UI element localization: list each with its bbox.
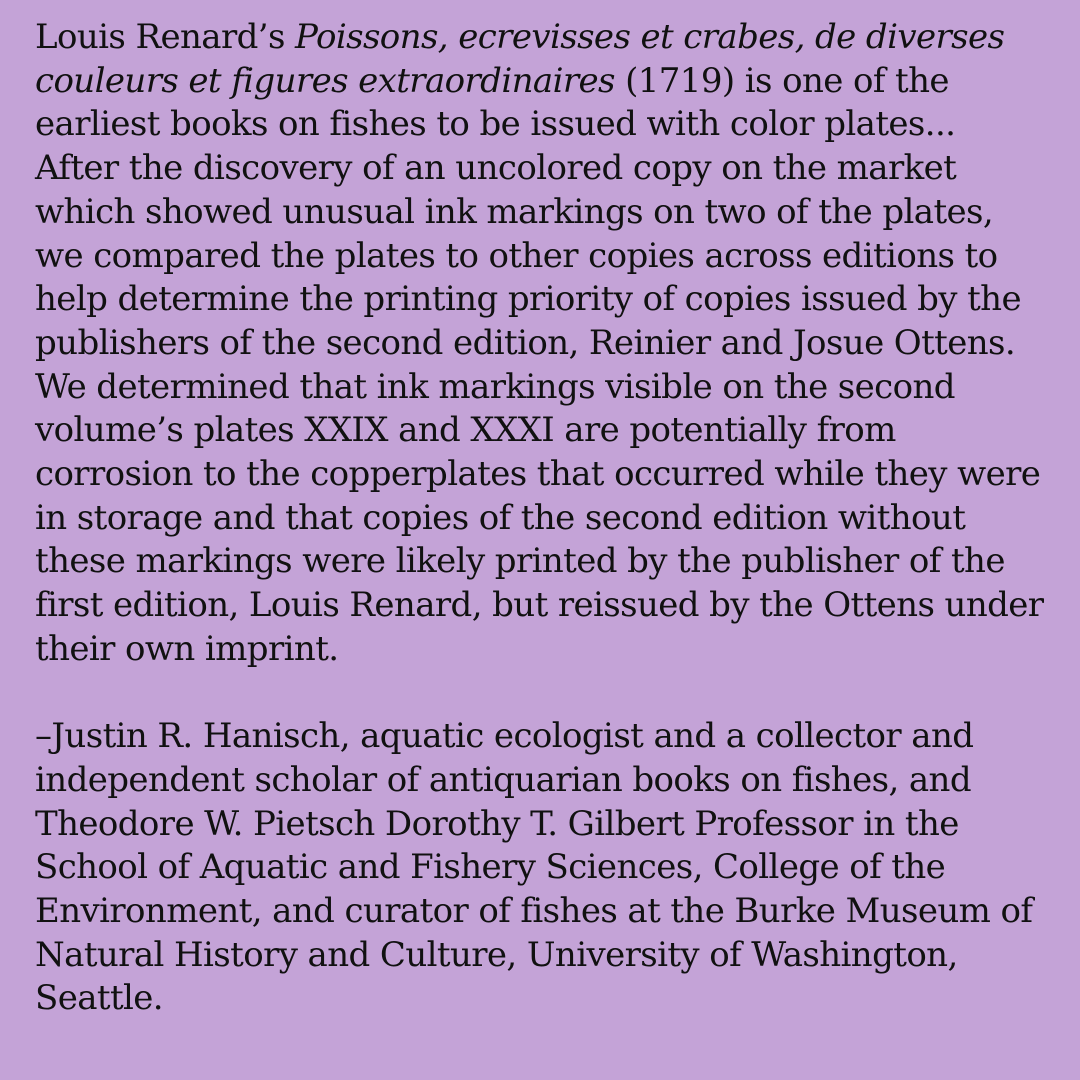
book-title: Poissons, ecrevisses et crabes, de diverses couleurs et figures extraordinaires — [35, 17, 1005, 101]
abstract-lead: Louis Renard’s — [35, 17, 296, 57]
abstract-body: (1719) is one of the earliest books on fishes to be issued with color plates... After the discovery of an uncolored copy on the market which showed unusual ink markings on two of the plates, we compared the plates to other copies across editions to help determine the printing priority of copies issued by the publishers of the second edition, Reinier and Josue Ottens. We determined that ink markings visible on the second volume’s plates XXIX and XXXI are potentially from corrosion to the copperplates that occurred while they were in storage and that copies of the second edition without these markings were likely printed by the publisher of the first edition, Louis Renard, but reissued by the Ottens under their own imprint. — [35, 60, 1044, 669]
attribution-paragraph: –Justin R. Hanisch, aquatic ecologist and a collector and independent scholar of antiquarian books on fishes, and Theodore W. Pietsch Dorothy T. Gilbert Professor in the School of Aquatic and Fishery Sciences, College of the Environment, and curator of fishes at the Burke Museum of Natural History and Culture, University of Washington, Seattle. — [35, 716, 1033, 1019]
abstract-paragraph — [35, 16, 1046, 672]
paragraph-gap — [35, 672, 1046, 716]
